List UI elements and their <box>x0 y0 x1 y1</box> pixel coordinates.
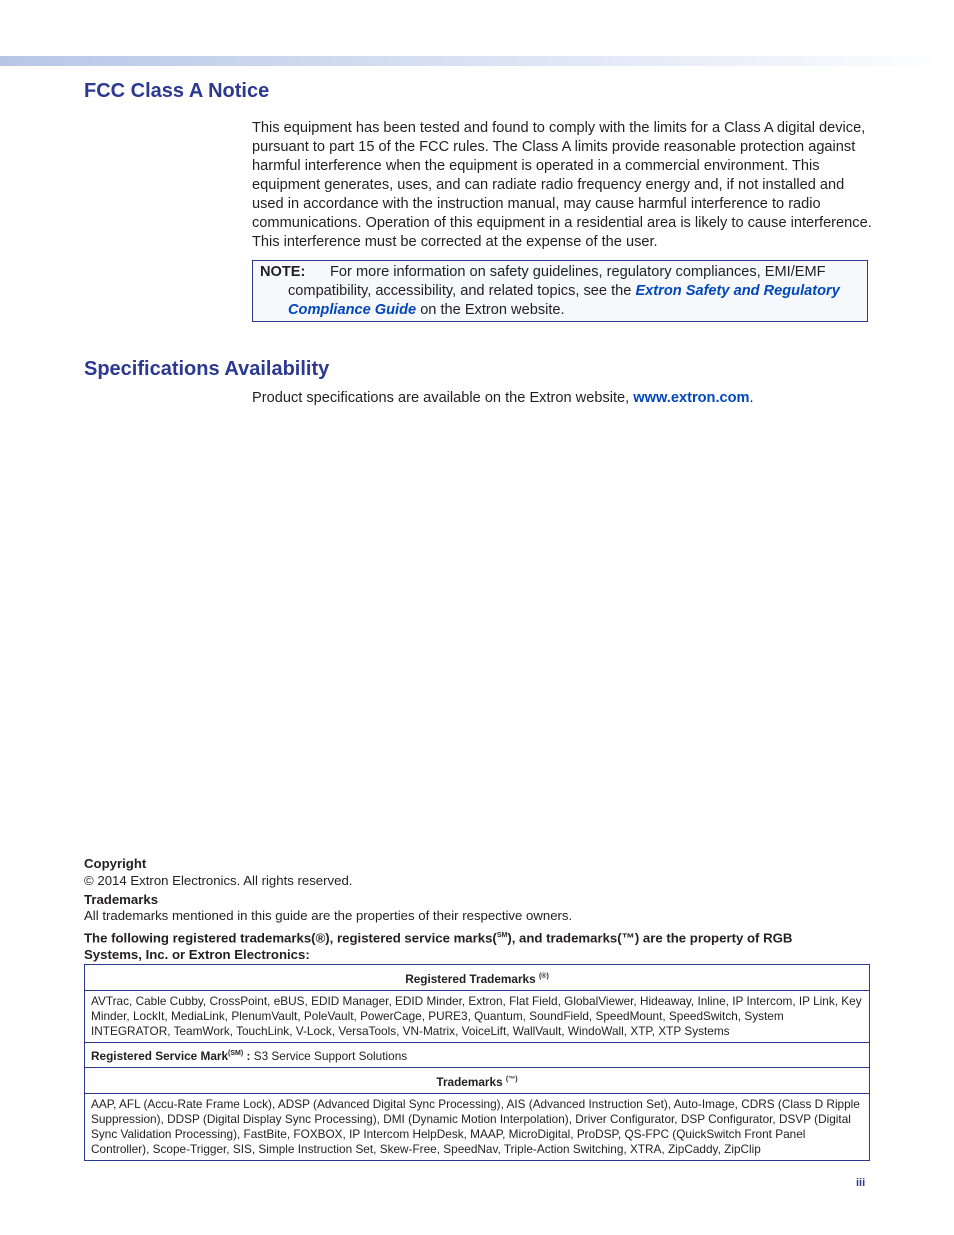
registered-header-label: Registered Trademarks <box>405 971 536 986</box>
registered-header-row <box>85 965 870 991</box>
intro-sm-sup: SM <box>496 932 508 939</box>
service-mark-label: Registered Service Mark <box>91 1048 229 1063</box>
registered-sup: (®) <box>538 973 549 980</box>
intro-part-2: ), and trademarks(™) are the property of RGB Systems, Inc. or Extron Electronics: <box>84 930 793 963</box>
specs-period: . <box>749 390 754 406</box>
trademarks-intro <box>84 927 844 963</box>
tm-list-row <box>85 1093 870 1160</box>
trademarks-text: All trademarks mentioned in this guide are the properties of their respective owners. <box>84 908 573 923</box>
service-mark-row <box>85 1042 870 1067</box>
tm-sup: (™) <box>505 1075 518 1083</box>
safety-guide-link[interactable]: Extron Safety and Regulatory Compliance Guide <box>288 283 840 318</box>
note-label: NOTE: <box>260 264 306 280</box>
note-content <box>260 263 859 320</box>
fcc-body-text: This equipment has been tested and found to comply with the limits for a Class A digital device, pursuant to part 15 of the FCC rules. The Class A limits provide reasonable protection against harmful interference when the equipment is operated in a commercial environment. This equipment generates, uses, and can radiate radio frequency energy and, if not installed and used in accordance with the instruction manual, may cause harmful interference to radio communications. Operation of this equipment in a residential area is likely to cause interference. This interference must be corrected at the expense of the user. <box>252 120 872 250</box>
trademarks-list: AAP, AFL (Accu-Rate Frame Lock), ADSP (Advanced Digital Sync Processing), AIS (Advanced Instruction Set), Auto-Image, CDRS (Class D Ripple Suppression), DDSP (Digital Display Sync Processing), DMI (Dynamic Motion Interpolation), Driver Configurator, DSP Configurator, DSVP (Digital Sync Validation Processing), FastBite, FOXBOX, IP Intercom HelpDesk, MAAP, MicroDigital, ProDSP, QS-FPC (QuickSwitch Front Panel Controller), Scope-Trigger, SIS, Simple Instruction Set, Skew-Free, SpeedNav, Triple-Action Switching, XTRA, ZipCaddy, ZipClip <box>85 1093 870 1160</box>
note-text-before: For more information on safety guidelines, regulatory compliances, EMI/EMF compatibility, accessibility, and related topics, see the <box>288 264 826 299</box>
extron-website-link[interactable]: www.extron.com <box>633 390 750 406</box>
registered-trademarks-list: AVTrac, Cable Cubby, CrossPoint, eBUS, EDID Manager, EDID Minder, Extron, Flat Field, GlobalViewer, Hideaway, Inline, IP Intercom, IP Link, Key Minder, LockIt, MediaLink, PlenumVault, PoleVault, PowerCage, PURE3, Quantum, SoundField, SpeedMount, SpeedSwitch, System INTEGRATOR, TeamWork, TouchLink, V-Lock, VersaTools, VN-Matrix, VoiceLift, WallVault, WindoWall, XTP, XTP Systems <box>85 990 870 1042</box>
copyright-text: © 2014 Extron Electronics. All rights reserved. <box>84 873 353 888</box>
specs-heading: Specifications Availability <box>84 358 330 380</box>
header-gradient-band <box>0 56 954 66</box>
trademarks-heading: Trademarks <box>84 892 159 907</box>
service-mark-value: S3 Service Support Solutions <box>253 1048 408 1063</box>
registered-trademarks-header <box>85 965 870 991</box>
service-mark-sup: (SM) <box>228 1049 244 1057</box>
page-number: iii <box>856 1177 866 1189</box>
specs-sentence: Product specifications are available on the Extron website, <box>252 390 630 406</box>
fcc-heading: FCC Class A Notice <box>84 80 270 102</box>
note-box <box>252 260 868 322</box>
registered-list-row <box>85 990 870 1042</box>
note-text-after: on the Extron website. <box>420 302 565 318</box>
copyright-heading: Copyright <box>84 856 147 871</box>
trademarks-header <box>85 1067 870 1093</box>
intro-part-1: The following registered trademarks(®), registered service marks( <box>84 930 497 946</box>
service-mark-cell <box>85 1042 870 1067</box>
service-mark-colon: : <box>243 1048 254 1063</box>
trademarks-table <box>84 964 870 1161</box>
tm-header-row <box>85 1067 870 1093</box>
specs-text <box>252 389 872 408</box>
tm-header-label: Trademarks <box>436 1074 503 1089</box>
